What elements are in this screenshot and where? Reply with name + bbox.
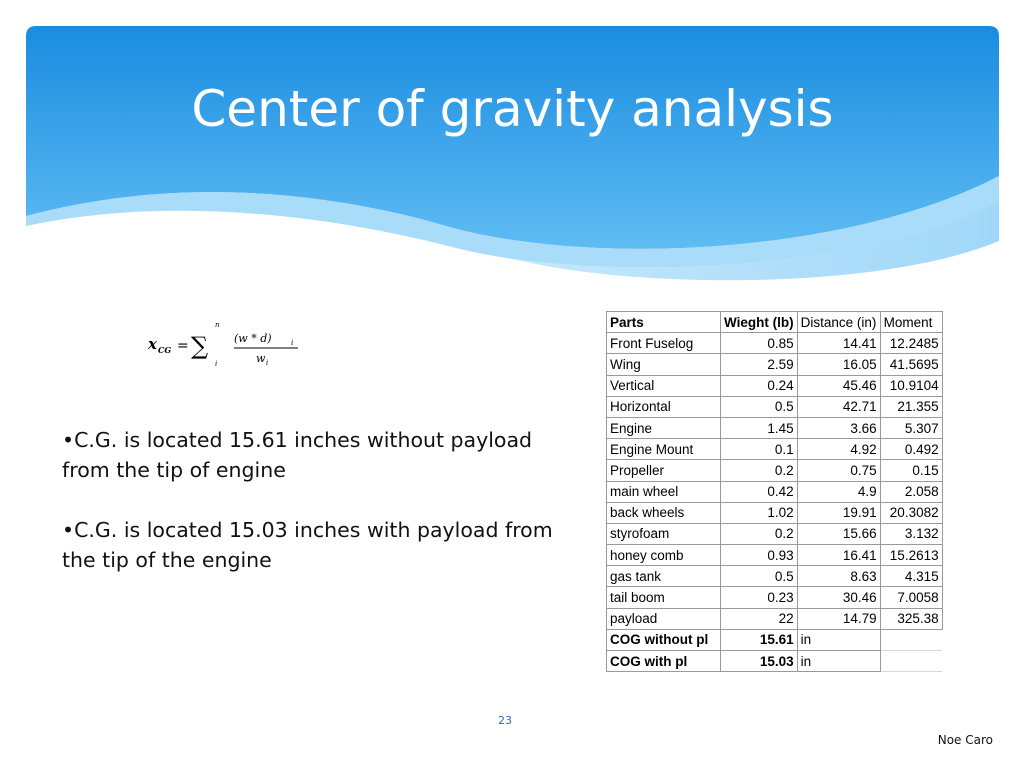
header-weight: Wieght (lb) <box>721 312 798 333</box>
bullet-item: •C.G. is located 15.61 inches without payload from the tip of engine <box>62 428 533 482</box>
slide-title: Center of gravity analysis <box>191 80 834 138</box>
header-distance: Distance (in) <box>797 312 880 333</box>
table-row <box>607 375 943 396</box>
table-row <box>607 587 943 608</box>
cell-weight: 1.02 <box>721 502 798 523</box>
formula-lhs-sub: CG <box>158 345 172 355</box>
cell-distance: 19.91 <box>797 502 880 523</box>
cell-distance: 15.66 <box>797 523 880 544</box>
formula-equals: = <box>177 338 189 354</box>
header-banner <box>26 26 999 286</box>
formula-lower: i <box>215 360 218 368</box>
cell-part: main wheel <box>607 481 721 502</box>
cell-weight: 2.59 <box>721 354 798 375</box>
cog-with-row <box>607 651 943 672</box>
cg-formula <box>148 318 308 382</box>
cell-part: gas tank <box>607 566 721 587</box>
cell-part: payload <box>607 608 721 629</box>
cog-with-value: 15.03 <box>721 651 798 672</box>
page-number: 23 <box>498 714 512 727</box>
bullet-list <box>62 425 562 605</box>
cell-weight: 0.2 <box>721 523 798 544</box>
table-row <box>607 439 943 460</box>
formula-lhs: x <box>148 335 157 353</box>
formula-numerator-sub: i <box>291 339 294 347</box>
header-moment: Moment <box>880 312 942 333</box>
cell-distance: 16.41 <box>797 545 880 566</box>
cell-distance: 45.46 <box>797 375 880 396</box>
cell-part: honey comb <box>607 545 721 566</box>
author-name: Noe Caro <box>937 733 993 747</box>
cog-table <box>606 311 943 672</box>
cell-weight: 0.23 <box>721 587 798 608</box>
table-row <box>607 523 943 544</box>
cell-distance: 16.05 <box>797 354 880 375</box>
cell-moment: 41.5695 <box>880 354 942 375</box>
table-row <box>607 396 943 417</box>
cog-without-value: 15.61 <box>721 629 798 650</box>
table-row <box>607 545 943 566</box>
cell-part: Horizontal <box>607 396 721 417</box>
cell-moment: 10.9104 <box>880 375 942 396</box>
cell-distance: 0.75 <box>797 460 880 481</box>
formula-sum: ∑ <box>191 332 209 360</box>
cell-distance: 8.63 <box>797 566 880 587</box>
cog-without-row <box>607 629 943 650</box>
cell-distance: 14.41 <box>797 333 880 354</box>
cell-moment: 15.2613 <box>880 545 942 566</box>
cell-part: back wheels <box>607 502 721 523</box>
formula-denominator: w <box>256 352 266 365</box>
cell-moment: 325.38 <box>880 608 942 629</box>
cell-moment: 0.15 <box>880 460 942 481</box>
cell-part: Front Fuselog <box>607 333 721 354</box>
cell-part: Propeller <box>607 460 721 481</box>
cell-weight: 0.24 <box>721 375 798 396</box>
table-row <box>607 460 943 481</box>
cell-distance: 42.71 <box>797 396 880 417</box>
table-row <box>607 481 943 502</box>
cell-weight: 1.45 <box>721 417 798 438</box>
cog-with-blank <box>880 651 942 672</box>
cell-weight: 22 <box>721 608 798 629</box>
cell-moment: 12.2485 <box>880 333 942 354</box>
formula-upper: n <box>215 321 220 329</box>
table-header-row <box>607 312 943 333</box>
cell-part: Engine <box>607 417 721 438</box>
cell-part: Vertical <box>607 375 721 396</box>
cell-moment: 3.132 <box>880 523 942 544</box>
cell-moment: 5.307 <box>880 417 942 438</box>
cell-distance: 14.79 <box>797 608 880 629</box>
cog-with-unit: in <box>797 651 880 672</box>
cell-distance: 4.9 <box>797 481 880 502</box>
cell-weight: 0.5 <box>721 566 798 587</box>
cell-moment: 21.355 <box>880 396 942 417</box>
formula-numerator: (w * d) <box>234 332 272 345</box>
cell-moment: 4.315 <box>880 566 942 587</box>
table-row <box>607 417 943 438</box>
cell-distance: 4.92 <box>797 439 880 460</box>
cell-weight: 0.85 <box>721 333 798 354</box>
cell-part: Engine Mount <box>607 439 721 460</box>
formula-denominator-sub: i <box>266 359 269 367</box>
header-wave-background <box>26 26 999 286</box>
table-row <box>607 608 943 629</box>
cell-moment: 20.3082 <box>880 502 942 523</box>
cell-distance: 30.46 <box>797 587 880 608</box>
cell-part: Wing <box>607 354 721 375</box>
cell-moment: 7.0058 <box>880 587 942 608</box>
table-row <box>607 354 943 375</box>
bullet-item: •C.G. is located 15.03 inches with payload from the tip of the engine <box>62 518 553 572</box>
cell-weight: 0.2 <box>721 460 798 481</box>
cog-without-blank <box>880 629 942 650</box>
table-row <box>607 502 943 523</box>
cog-with-label: COG with pl <box>607 651 721 672</box>
cell-moment: 0.492 <box>880 439 942 460</box>
cell-moment: 2.058 <box>880 481 942 502</box>
cell-part: styrofoam <box>607 523 721 544</box>
cell-weight: 0.93 <box>721 545 798 566</box>
header-parts: Parts <box>607 312 721 333</box>
cell-distance: 3.66 <box>797 417 880 438</box>
cog-without-unit: in <box>797 629 880 650</box>
cog-without-label: COG without pl <box>607 629 721 650</box>
table-row <box>607 566 943 587</box>
cg-formula-graphic <box>148 318 308 378</box>
cell-part: tail boom <box>607 587 721 608</box>
cell-weight: 0.1 <box>721 439 798 460</box>
table-row <box>607 333 943 354</box>
cell-weight: 0.42 <box>721 481 798 502</box>
cell-weight: 0.5 <box>721 396 798 417</box>
